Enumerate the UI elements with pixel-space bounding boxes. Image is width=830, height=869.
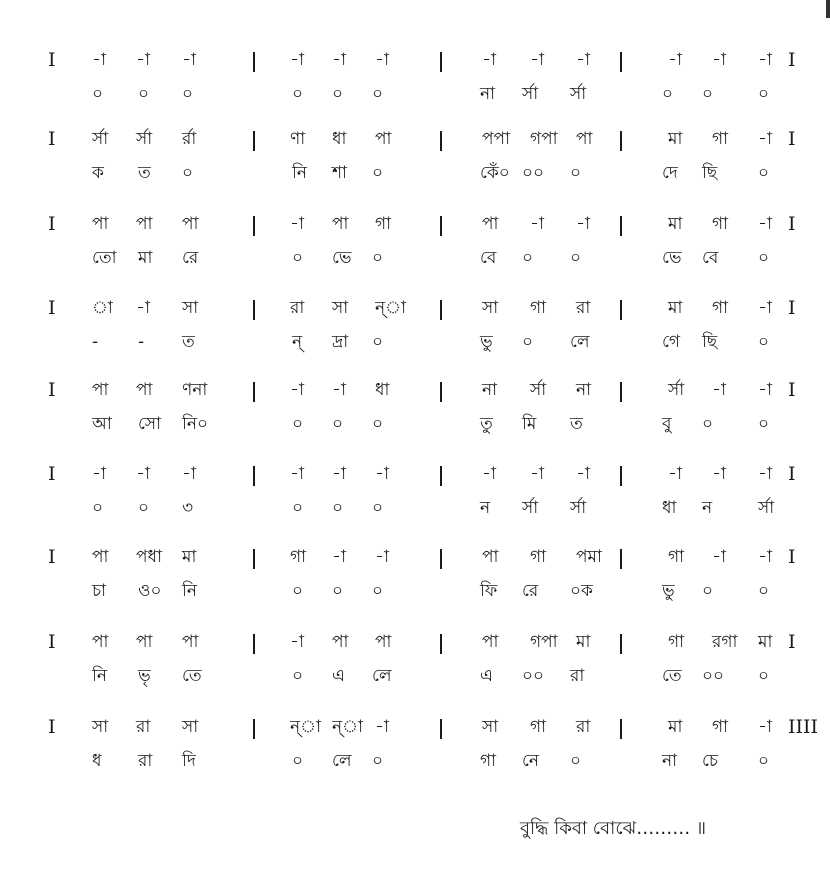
note-cell: -া	[758, 464, 772, 484]
lyric-cell: ০	[138, 84, 150, 104]
lyric-cell: দ্রা	[332, 332, 349, 352]
lyric-cell: ০	[332, 498, 344, 518]
note-cell: -া	[375, 717, 389, 737]
note-cell: -া	[530, 214, 544, 234]
row-open-mark: I	[48, 379, 56, 401]
measure-bar	[253, 549, 255, 569]
lyric-cell: ০	[758, 581, 770, 601]
lyric-cell: ০	[758, 248, 770, 268]
lyric-cell: লে	[332, 751, 352, 771]
measure-bar	[620, 549, 622, 569]
note-cell: পা	[482, 547, 499, 567]
row-close-mark: I	[788, 463, 796, 485]
note-cell: -া	[482, 464, 496, 484]
note-cell: ন্া	[332, 717, 363, 737]
note-cell: -া	[758, 214, 772, 234]
note-cell: ধা	[332, 129, 347, 149]
note-cell: না	[576, 380, 592, 400]
lyric-cell: ০	[702, 84, 714, 104]
note-cell: -া	[530, 464, 544, 484]
note-cell: সা	[92, 717, 109, 737]
row-close-mark: I	[788, 49, 796, 71]
footer-text: বুদ্ধি কিবা বোঝে……… ॥	[520, 818, 707, 839]
note-cell: -া	[182, 464, 196, 484]
note-cell: -া	[576, 464, 590, 484]
note-cell: -া	[758, 717, 772, 737]
lyric-cell: তু	[480, 414, 493, 434]
note-cell: পা	[92, 214, 109, 234]
note-cell: পা	[92, 632, 109, 652]
note-cell: -া	[668, 464, 682, 484]
lyric-cell: ০	[570, 163, 582, 183]
lyric-cell: ০	[758, 414, 770, 434]
lyric-cell: রা	[138, 751, 153, 771]
lyric-cell: ছি	[702, 332, 718, 352]
lyric-cell: ০	[182, 163, 194, 183]
note-cell: -া	[758, 50, 772, 70]
measure-bar	[620, 382, 622, 402]
lyric-cell: না	[662, 751, 678, 771]
lyric-cell: ০	[758, 751, 770, 771]
lyric-cell: ত	[570, 414, 583, 434]
lyric-cell: ০	[522, 332, 534, 352]
row-open-mark: I	[48, 297, 56, 319]
note-cell: -া	[530, 50, 544, 70]
row-open-mark: I	[48, 49, 56, 71]
measure-bar	[253, 216, 255, 236]
note-cell: -া	[182, 50, 196, 70]
note-cell: রা	[290, 298, 305, 318]
row-close-mark: I	[788, 128, 796, 150]
note-cell: -া	[332, 380, 346, 400]
note-cell: -া	[482, 50, 496, 70]
note-cell: -া	[290, 632, 304, 652]
note-cell: র্সা	[668, 380, 685, 400]
lyric-cell: ০০	[522, 666, 545, 686]
note-cell: ন্া	[290, 717, 321, 737]
note-cell: গপা	[530, 632, 558, 652]
lyric-cell: ও০	[138, 581, 162, 601]
lyric-cell: ০	[372, 332, 384, 352]
notation-row	[0, 462, 830, 544]
note-cell: -া	[136, 50, 150, 70]
note-cell: পা	[92, 547, 109, 567]
note-cell: র্সা	[92, 129, 109, 149]
lyric-cell: ০	[662, 84, 674, 104]
lyric-cell: ০	[292, 248, 304, 268]
notation-row	[0, 545, 830, 627]
note-cell: পা	[375, 129, 392, 149]
measure-bar	[253, 382, 255, 402]
note-cell: পা	[482, 632, 499, 652]
note-cell: গা	[712, 129, 729, 149]
measure-bar	[253, 719, 255, 739]
notation-row	[0, 296, 830, 378]
note-cell: পা	[332, 214, 349, 234]
lyric-cell: চে	[702, 751, 719, 771]
note-cell: পধা	[136, 547, 162, 567]
lyric-cell: র্সা	[522, 498, 539, 518]
lyric-cell: গা	[480, 751, 497, 771]
page-edge-mark	[826, 0, 830, 18]
lyric-cell: ০	[372, 163, 384, 183]
lyric-cell: দে	[662, 163, 678, 183]
lyric-cell: তো	[92, 248, 117, 268]
note-cell: ধা	[375, 380, 390, 400]
lyric-cell: ০	[332, 581, 344, 601]
lyric-cell: নি	[92, 666, 108, 686]
measure-bar	[620, 300, 622, 320]
lyric-cell: ০	[292, 498, 304, 518]
note-cell: -া	[290, 464, 304, 484]
lyric-cell: নি	[182, 581, 198, 601]
measure-bar	[620, 719, 622, 739]
lyric-cell: গে	[662, 332, 681, 352]
measure-bar	[620, 466, 622, 486]
note-cell: সা	[332, 298, 349, 318]
measure-bar	[440, 216, 442, 236]
lyric-cell: ৩	[182, 498, 194, 518]
lyric-cell: ধ	[92, 751, 102, 771]
note-cell: ন্া	[375, 298, 406, 318]
lyric-cell: ভৃ	[138, 666, 151, 686]
lyric-cell: ০ক	[570, 581, 593, 601]
lyric-cell: র্সা	[570, 498, 587, 518]
lyric-cell: দি	[182, 751, 196, 771]
measure-bar	[440, 634, 442, 654]
notation-row	[0, 48, 830, 130]
lyric-cell: ফি	[480, 581, 498, 601]
measure-bar	[253, 131, 255, 151]
lyric-cell: ০	[758, 332, 770, 352]
lyric-cell: -	[138, 332, 145, 352]
note-cell: -া	[712, 464, 726, 484]
lyric-cell: ০	[372, 751, 384, 771]
measure-bar	[440, 719, 442, 739]
note-cell: পা	[375, 632, 392, 652]
note-cell: রা	[576, 717, 591, 737]
note-cell: গা	[712, 717, 729, 737]
note-cell: া	[92, 298, 113, 318]
note-cell: পা	[576, 129, 593, 149]
note-cell: ণা	[290, 129, 306, 149]
measure-bar	[440, 300, 442, 320]
note-cell: রা	[136, 717, 151, 737]
lyric-cell: সো	[138, 414, 162, 434]
lyric-cell: ০	[292, 751, 304, 771]
lyric-cell: কেঁ০	[480, 163, 510, 183]
measure-bar	[620, 216, 622, 236]
note-cell: মা	[668, 214, 683, 234]
lyric-cell: ০	[702, 414, 714, 434]
note-cell: পপা	[482, 129, 511, 149]
note-cell: পা	[136, 214, 153, 234]
measure-bar	[620, 52, 622, 72]
measure-bar	[440, 131, 442, 151]
note-cell: গা	[530, 717, 547, 737]
lyric-cell: ০	[292, 414, 304, 434]
note-cell: -া	[136, 464, 150, 484]
note-cell: মা	[576, 632, 591, 652]
note-cell: পা	[332, 632, 349, 652]
lyric-cell: ০	[138, 498, 150, 518]
lyric-cell: র্সা	[758, 498, 775, 518]
lyric-cell: মি	[522, 414, 537, 434]
measure-bar	[253, 300, 255, 320]
lyric-cell: ন	[702, 498, 713, 518]
note-cell: পা	[136, 380, 153, 400]
notation-row	[0, 630, 830, 712]
note-cell: -া	[136, 298, 150, 318]
note-cell: সা	[182, 298, 199, 318]
lyric-cell: ০	[372, 84, 384, 104]
row-close-mark: I	[788, 631, 796, 653]
lyric-cell: ধা	[662, 498, 677, 518]
row-close-mark: I	[788, 379, 796, 401]
note-cell: -া	[92, 50, 106, 70]
note-cell: র্সা	[530, 380, 547, 400]
note-cell: গা	[290, 547, 307, 567]
note-cell: গা	[712, 298, 729, 318]
notation-row	[0, 715, 830, 797]
lyric-cell: তে	[182, 666, 202, 686]
lyric-cell: ভু	[480, 332, 493, 352]
note-cell: -া	[290, 380, 304, 400]
note-cell: -া	[290, 50, 304, 70]
note-cell: মা	[758, 632, 773, 652]
note-cell: ণনা	[182, 380, 208, 400]
lyric-cell: ন্	[292, 332, 303, 352]
note-cell: -া	[712, 547, 726, 567]
lyric-cell: ০	[372, 581, 384, 601]
lyric-cell: ছি	[702, 163, 718, 183]
lyric-cell: শা	[332, 163, 347, 183]
lyric-cell: এ	[332, 666, 345, 686]
note-cell: -া	[576, 214, 590, 234]
note-cell: গা	[530, 298, 547, 318]
row-open-mark: I	[48, 546, 56, 568]
note-cell: -া	[375, 547, 389, 567]
lyric-cell: মা	[138, 248, 153, 268]
row-open-mark: I	[48, 213, 56, 235]
lyric-cell: আ	[92, 414, 112, 434]
lyric-cell: ভু	[662, 581, 675, 601]
note-cell: -া	[668, 50, 682, 70]
lyric-cell: ০	[372, 248, 384, 268]
note-cell: -া	[758, 129, 772, 149]
note-cell: পা	[92, 380, 109, 400]
lyric-cell: লে	[570, 332, 590, 352]
lyric-cell: ০০	[522, 163, 545, 183]
lyric-cell: -	[92, 332, 99, 352]
note-cell: -া	[375, 50, 389, 70]
lyric-cell: ০	[182, 84, 194, 104]
note-cell: গা	[530, 547, 547, 567]
lyric-cell: ভে	[332, 248, 352, 268]
note-cell: সা	[482, 298, 499, 318]
note-cell: না	[482, 380, 498, 400]
note-cell: পা	[136, 632, 153, 652]
lyric-cell: ০	[570, 751, 582, 771]
lyric-cell: নি০	[182, 414, 209, 434]
lyric-cell: ০	[372, 414, 384, 434]
note-cell: গা	[712, 214, 729, 234]
note-cell: গপা	[530, 129, 558, 149]
lyric-cell: না	[480, 84, 496, 104]
lyric-cell: র্সা	[570, 84, 587, 104]
lyric-cell: ০	[292, 84, 304, 104]
note-cell: রগা	[712, 632, 738, 652]
note-cell: -া	[332, 547, 346, 567]
note-cell: -া	[576, 50, 590, 70]
note-cell: সা	[182, 717, 199, 737]
lyric-cell: ত	[182, 332, 195, 352]
note-cell: -া	[712, 380, 726, 400]
note-cell: র্সা	[136, 129, 153, 149]
note-cell: গা	[668, 632, 685, 652]
note-cell: পা	[182, 632, 199, 652]
lyric-cell: ০	[372, 498, 384, 518]
measure-bar	[440, 52, 442, 72]
note-cell: -া	[332, 464, 346, 484]
row-open-mark: I	[48, 463, 56, 485]
note-cell: পা	[182, 214, 199, 234]
measure-bar	[620, 634, 622, 654]
lyric-cell: ০	[758, 84, 770, 104]
lyric-cell: ০	[292, 581, 304, 601]
note-cell: মা	[668, 717, 683, 737]
note-cell: -া	[712, 50, 726, 70]
lyric-cell: ন	[480, 498, 491, 518]
note-cell: মা	[668, 298, 683, 318]
lyric-cell: ০	[92, 498, 104, 518]
row-close-mark: I	[788, 546, 796, 568]
note-cell: মা	[668, 129, 683, 149]
note-cell: গা	[668, 547, 685, 567]
lyric-cell: ক	[92, 163, 104, 183]
lyric-cell: র্সা	[522, 84, 539, 104]
lyric-cell: ০০	[702, 666, 725, 686]
lyric-cell: তে	[662, 666, 682, 686]
lyric-cell: লে	[372, 666, 392, 686]
lyric-cell: ০	[570, 248, 582, 268]
note-cell: সা	[482, 717, 499, 737]
row-close-mark: IIII	[788, 716, 819, 738]
lyric-cell: বে	[702, 248, 719, 268]
lyric-cell: ০	[332, 414, 344, 434]
row-open-mark: I	[48, 631, 56, 653]
row-open-mark: I	[48, 128, 56, 150]
lyric-cell: রে	[522, 581, 539, 601]
notation-row	[0, 127, 830, 209]
note-cell: -া	[332, 50, 346, 70]
row-close-mark: I	[788, 213, 796, 235]
note-cell: -া	[758, 547, 772, 567]
lyric-cell: রা	[570, 666, 585, 686]
note-cell: র্রা	[182, 129, 197, 149]
lyric-cell: নি	[292, 163, 308, 183]
note-cell: -া	[92, 464, 106, 484]
measure-bar	[440, 382, 442, 402]
row-open-mark: I	[48, 716, 56, 738]
note-cell: মা	[182, 547, 197, 567]
notation-row	[0, 212, 830, 294]
note-cell: রা	[576, 298, 591, 318]
measure-bar	[253, 634, 255, 654]
note-cell: -া	[758, 298, 772, 318]
lyric-cell: ০	[92, 84, 104, 104]
notation-row	[0, 378, 830, 460]
measure-bar	[253, 466, 255, 486]
lyric-cell: ০	[522, 248, 534, 268]
lyric-cell: রে	[182, 248, 199, 268]
lyric-cell: ভে	[662, 248, 682, 268]
note-cell: পমা	[576, 547, 602, 567]
lyric-cell: ০	[292, 666, 304, 686]
lyric-cell: ০	[758, 163, 770, 183]
measure-bar	[440, 466, 442, 486]
lyric-cell: ত	[138, 163, 151, 183]
lyric-cell: ০	[332, 84, 344, 104]
lyric-cell: এ	[480, 666, 493, 686]
lyric-cell: নে	[522, 751, 540, 771]
lyric-cell: ০	[702, 581, 714, 601]
lyric-cell: বে	[480, 248, 497, 268]
measure-bar	[620, 131, 622, 151]
lyric-cell: চা	[92, 581, 107, 601]
measure-bar	[440, 549, 442, 569]
measure-bar	[253, 52, 255, 72]
note-cell: -া	[758, 380, 772, 400]
note-cell: -া	[290, 214, 304, 234]
note-cell: গা	[375, 214, 392, 234]
note-cell: -া	[375, 464, 389, 484]
lyric-cell: বু	[662, 414, 672, 434]
note-cell: পা	[482, 214, 499, 234]
lyric-cell: ০	[758, 666, 770, 686]
row-close-mark: I	[788, 297, 796, 319]
